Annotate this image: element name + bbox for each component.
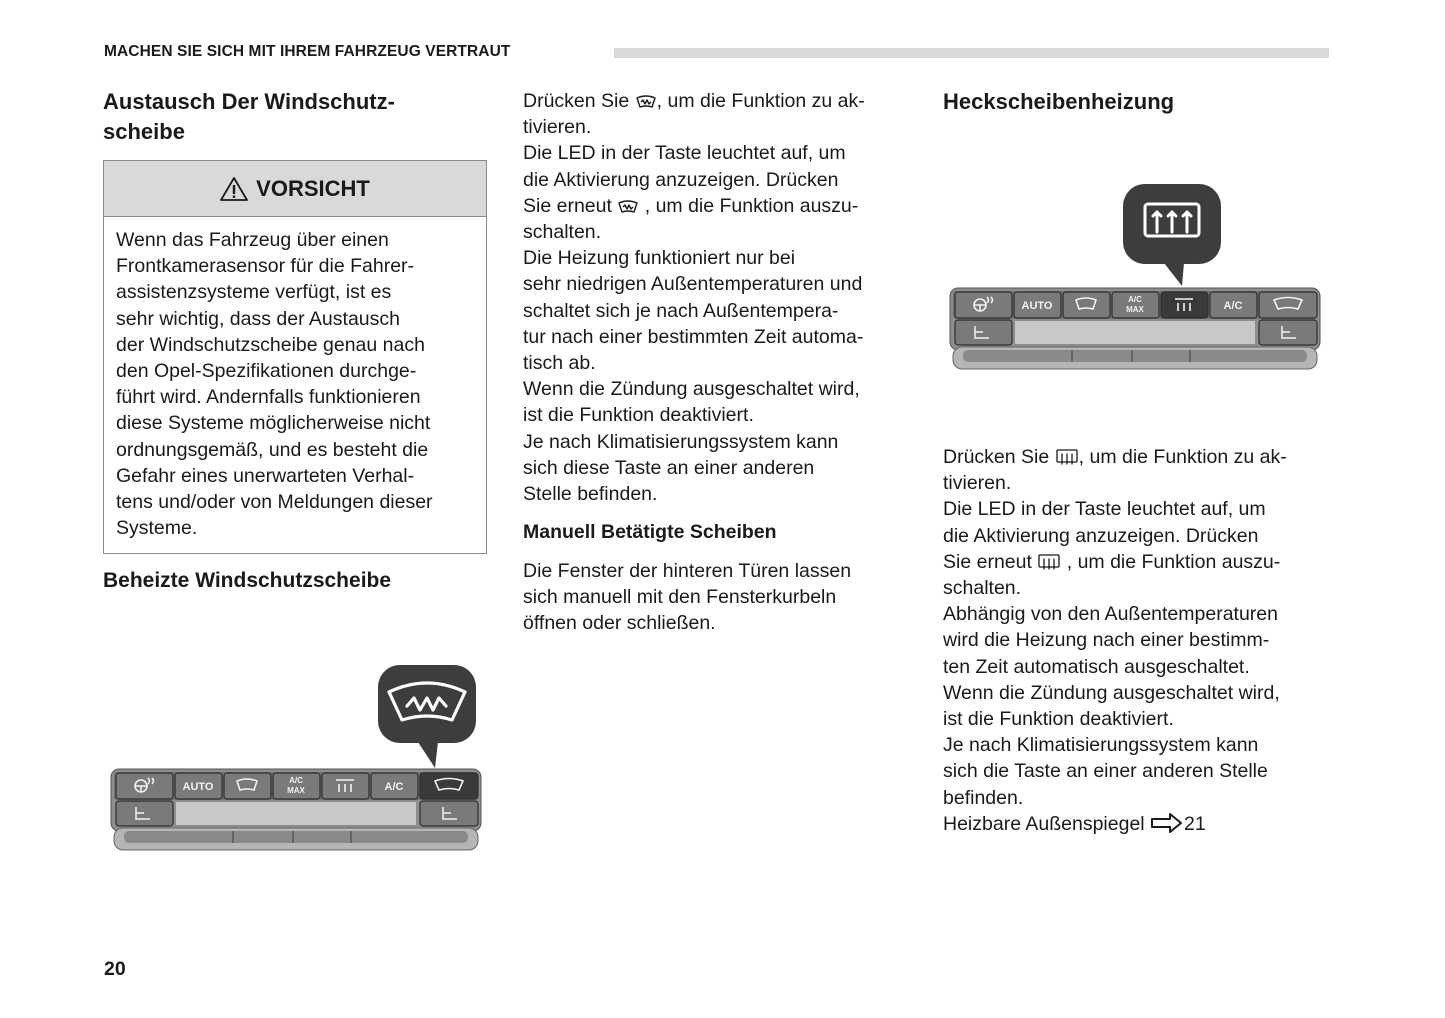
caution-label: VORSICHT	[256, 175, 370, 201]
windshield-heat-icon	[617, 199, 639, 215]
page-number: 20	[104, 958, 126, 980]
cross-reference-link[interactable]: Heizbare Außenspiegel 21	[943, 812, 1206, 835]
manual-windows-text: Die Fenster der hinteren Türen lassen sich manuell mit den Fensterkurbeln öffnen oder schließen.	[523, 560, 852, 635]
cross-reference-page: 21	[1184, 812, 1206, 835]
caution-header	[104, 161, 486, 217]
windshield-heat-icon	[635, 94, 657, 110]
column-2-text: Drücken Sie , um die Funktion zu ak- tivieren. Die LED in der Taste leuchtet auf, um die Aktivierung anzuzeigen. Drücken Sie erneut , um die Funktion auszu- schalten. Die Heizung funktioniert nur bei sehr niedrigen Außentemperaturen und schaltet sich je nach Außentempera- tur nach einer bestimmten Zeit automa- tisch ab. Wenn die Zündung ausgeschaltet wird, ist die Funktion deaktiviert. Je nach Klimatisierungssystem kann sich diese Taste an einer anderen Stelle befinden.	[523, 90, 865, 506]
column-3-text: Drücken Sie , um die Funktion zu ak- tivieren. Die LED in der Taste leuchtet auf, um die Aktivierung anzuzeigen. Drücken Sie erneut , um die Funktion auszu- schalten. Abhängig von den Außentemperaturen wird die Heizung nach einer bestimm- ten Zeit automatisch ausgeschaltet. Wenn die Zündung ausgeschaltet wird, ist die Funktion deaktiviert. Je nach Klimatisierungssystem kann sich die Taste an einer anderen Stelle befinden. Heizbare Außenspiegel 21	[943, 444, 1343, 837]
ac-button-label: A/C	[1223, 300, 1243, 312]
caution-box	[103, 160, 487, 554]
header-rule	[614, 48, 1329, 58]
auto-button-label: AUTO	[1021, 300, 1053, 312]
heading-heated-windshield: Beheizte Windschutzscheibe	[103, 569, 392, 592]
ac-max-top-label: A/C	[289, 776, 303, 785]
heading-rear-window-heating: Heckscheibenheizung	[943, 89, 1175, 114]
ac-max-bottom-label: MAX	[287, 786, 305, 795]
ac-max-top-label: A/C	[1128, 295, 1142, 304]
rear-window-heat-icon	[1037, 553, 1061, 571]
climate-panel-illustration-rear	[946, 182, 1324, 378]
caution-text: Wenn das Fahrzeug über einen Frontkamerasensor für die Fahrer- assistenzsysteme verfügt, ist es sehr wichtig, dass der Austausch der Windschutzscheibe genau nach den Opel-Spezifikationen durchge- führt wird. Andernfalls funktionieren diese Systeme möglicherweise nicht ordnungsgemäß, und es besteht die Gefahr eines unerwarteten Verhal- tens und/oder von Meldungen dieser Systeme.	[116, 229, 433, 540]
heading-manual-windows: Manuell Betätigte Scheiben	[523, 521, 777, 543]
ac-max-bottom-label: MAX	[1126, 305, 1144, 314]
rear-window-heat-icon	[1055, 448, 1079, 466]
climate-panel-illustration-front	[108, 662, 484, 858]
heading-windshield-replacement: Austausch Der Windschutz- scheibe	[103, 89, 395, 144]
auto-button-label: AUTO	[182, 781, 214, 793]
warning-triangle-icon	[220, 176, 248, 202]
section-header: MACHEN SIE SICH MIT IHREM FAHRZEUG VERTRAUT	[104, 43, 511, 60]
ac-button-label: A/C	[384, 781, 404, 793]
arrow-right-icon	[1150, 812, 1184, 834]
